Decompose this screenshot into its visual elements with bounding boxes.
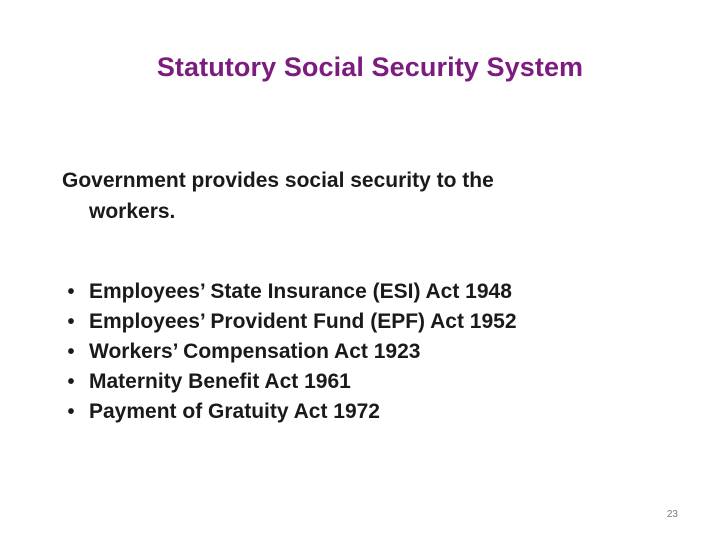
bullet-icon: • [67,401,75,423]
bullet-icon: • [67,281,75,303]
page-number: 23 [666,509,678,520]
list-item-text: Maternity Benefit Act 1961 [89,370,351,393]
list-item-text: Employees’ State Insurance (ESI) Act 1948 [89,280,512,303]
bullet-icon: • [67,311,75,333]
bullet-icon: • [67,371,75,393]
intro-line-2: workers. [89,200,176,223]
list-item-text: Employees’ Provident Fund (EPF) Act 1952 [89,310,517,333]
list-item-text: Payment of Gratuity Act 1972 [89,400,380,423]
list-item-text: Workers’ Compensation Act 1923 [89,340,421,363]
slide-title: Statutory Social Security System [156,52,584,82]
bullet-icon: • [67,341,75,363]
intro-paragraph [62,165,622,227]
intro-line-1: Government provides social security to the [62,169,494,192]
